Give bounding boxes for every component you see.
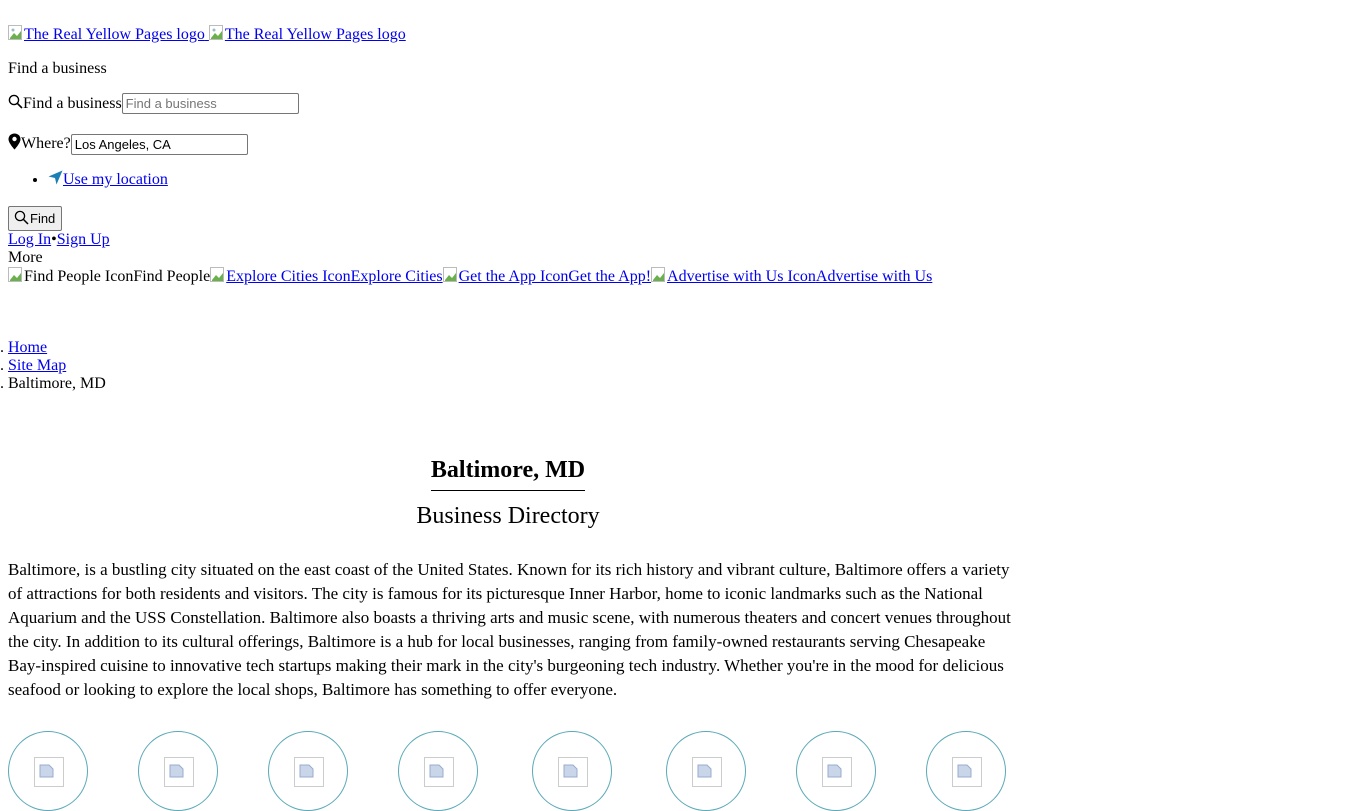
category-link[interactable]: [398, 731, 478, 811]
auth-separator: •: [51, 231, 57, 248]
nav-get-the-app[interactable]: [443, 268, 651, 285]
find-button[interactable]: [8, 206, 62, 231]
breadcrumb-site-map[interactable]: Site Map: [8, 357, 67, 374]
broken-image-icon: [209, 25, 225, 41]
map-pin-icon: [8, 133, 21, 155]
nav-explore-cities[interactable]: [210, 268, 442, 285]
explore-cities-label: Explore Cities: [350, 268, 443, 285]
category-link[interactable]: [138, 731, 218, 811]
category-image-icon: [692, 757, 722, 787]
page-title: Baltimore, MD: [431, 456, 585, 491]
where-row: [8, 133, 248, 155]
location-options: [8, 170, 168, 190]
signup-link[interactable]: Sign Up: [56, 231, 110, 248]
advertise-label: Advertise with Us: [815, 268, 933, 285]
logo-alt-text: The Real Yellow Pages logo: [24, 26, 205, 43]
use-my-location-label: Use my location: [63, 171, 168, 188]
logo-links: [8, 25, 406, 44]
get-the-app-label: Get the App!: [568, 268, 652, 285]
category-image-icon: [822, 757, 852, 787]
auth-links: [8, 231, 110, 249]
category-link[interactable]: [926, 731, 1006, 811]
breadcrumb: [0, 339, 106, 393]
where-label: Where?: [21, 135, 71, 152]
category-grid: [8, 731, 1018, 811]
find-button-label: Find: [30, 211, 56, 226]
explore-cities-icon: [210, 267, 226, 283]
category-link[interactable]: [532, 731, 612, 811]
explore-cities-icon-alt: Explore Cities Icon: [226, 268, 351, 285]
logo-link-2[interactable]: [205, 26, 406, 43]
use-my-location-link[interactable]: [48, 171, 168, 188]
page-subtitle: Business Directory: [416, 503, 600, 529]
page-title-wrap: [0, 456, 1016, 491]
category-image-icon: [294, 757, 324, 787]
category-image-icon: [164, 757, 194, 787]
advertise-icon: [651, 267, 667, 283]
find-business-label: Find a business: [23, 94, 122, 112]
city-description: Baltimore, is a bustling city situated on the east coast of the United States. Known for its rich history and vibrant culture, Baltimore offers a variety of attractions for both residents and visitors. The city is famous for its picturesque Inner Harbor, home to iconic landmarks such as the National Aquarium and the USS Constellation. Baltimore also boasts a thriving arts and music scene, with numerous theaters and concert venues throughout the city. In addition to its cultural offerings, Baltimore is a hub for local businesses, ranging from family-owned restaurants serving Chesapeake Bay-inspired cuisine to innovative tech startups making their mark in the city's burgeoning tech industry. Whether you're in the mood for delicious seafood or looking to explore the local shops, Baltimore has something to offer everyone.: [8, 560, 1011, 699]
category-image-icon: [558, 757, 588, 787]
category-link[interactable]: [796, 731, 876, 811]
logo-alt-text: The Real Yellow Pages logo: [224, 26, 406, 43]
secondary-nav: [8, 267, 932, 286]
breadcrumb-item: [0, 357, 106, 375]
breadcrumb-current: Baltimore, MD: [8, 375, 106, 392]
search-icon: [8, 94, 23, 114]
location-arrow-icon: [48, 170, 63, 190]
login-link[interactable]: Log In: [8, 231, 52, 248]
search-icon: [14, 210, 29, 228]
find-business-row: [8, 93, 299, 114]
category-link[interactable]: [666, 731, 746, 811]
category-link[interactable]: [8, 731, 88, 811]
breadcrumb-item: [0, 375, 106, 393]
category-image-icon: [952, 757, 982, 787]
nav-advertise[interactable]: [651, 268, 932, 285]
broken-image-icon: [8, 25, 24, 41]
breadcrumb-marker: .: [0, 339, 4, 356]
search-heading: Find a business: [8, 60, 107, 77]
nav-find-people: [8, 268, 210, 285]
logo-link-1[interactable]: [8, 26, 205, 43]
more-menu[interactable]: More: [8, 249, 43, 266]
category-image-icon: [34, 757, 64, 787]
advertise-icon-alt: Advertise with Us Icon: [667, 268, 816, 285]
breadcrumb-marker: .: [0, 375, 4, 392]
breadcrumb-home[interactable]: Home: [8, 339, 48, 356]
breadcrumb-marker: .: [0, 357, 4, 374]
breadcrumb-item: [0, 339, 106, 357]
where-input[interactable]: [71, 134, 248, 155]
category-link[interactable]: [268, 731, 348, 811]
get-the-app-icon: [443, 267, 459, 283]
category-image-icon: [424, 757, 454, 787]
use-location-item: [48, 170, 168, 190]
find-people-label: Find People: [133, 268, 211, 285]
get-the-app-icon-alt: Get the App Icon: [458, 268, 569, 285]
find-people-icon: [8, 267, 24, 283]
find-business-input[interactable]: [122, 93, 299, 114]
find-people-icon-alt: Find People Icon: [24, 268, 134, 285]
